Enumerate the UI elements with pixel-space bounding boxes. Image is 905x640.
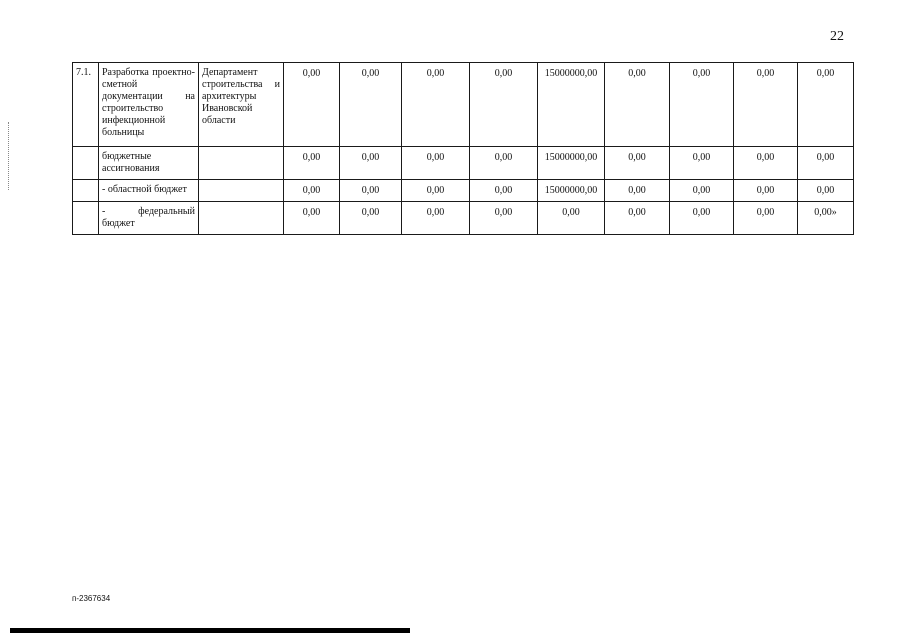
value-cell: 15000000,00	[538, 147, 605, 180]
value-cell: 0,00	[798, 63, 854, 147]
row-number	[73, 202, 99, 235]
value-cell: 0,00	[798, 147, 854, 180]
row-executor: Департамент строительства и архитектуры Ивановской области	[199, 63, 284, 147]
value-cell: 0,00	[605, 202, 670, 235]
value-cell: 0,00	[605, 147, 670, 180]
row-number: 7.1.	[73, 63, 99, 147]
value-cell: 0,00	[470, 202, 538, 235]
row-executor	[199, 147, 284, 180]
value-cell: 0,00	[340, 147, 402, 180]
budget-table	[72, 62, 854, 235]
document-code: п-2367634	[72, 594, 111, 603]
scan-edge-bar	[10, 628, 410, 633]
value-cell: 0,00	[284, 63, 340, 147]
row-name: бюджетные ассигнования	[99, 147, 199, 180]
value-cell: 0,00	[670, 147, 734, 180]
value-cell: 0,00	[734, 202, 798, 235]
value-cell: 0,00	[734, 180, 798, 202]
value-cell: 0,00	[605, 180, 670, 202]
value-cell: 0,00	[470, 147, 538, 180]
value-cell: 0,00	[284, 147, 340, 180]
row-name: Разработка проектно-сметной документации на строительство инфекционной больницы	[99, 63, 199, 147]
row-number	[73, 147, 99, 180]
value-cell: 0,00»	[798, 202, 854, 235]
value-cell: 0,00	[470, 63, 538, 147]
value-cell: 0,00	[340, 180, 402, 202]
row-name: - областной бюджет	[99, 180, 199, 202]
value-cell: 0,00	[538, 202, 605, 235]
value-cell: 0,00	[402, 147, 470, 180]
table-row	[73, 63, 854, 147]
table-row	[73, 202, 854, 235]
value-cell: 0,00	[670, 180, 734, 202]
page-number: 22	[830, 29, 844, 44]
value-cell: 0,00	[798, 180, 854, 202]
value-cell: 0,00	[402, 180, 470, 202]
value-cell: 0,00	[605, 63, 670, 147]
value-cell: 0,00	[284, 180, 340, 202]
value-cell: 15000000,00	[538, 63, 605, 147]
value-cell: 0,00	[734, 147, 798, 180]
value-cell: 0,00	[470, 180, 538, 202]
row-number	[73, 180, 99, 202]
value-cell: 0,00	[340, 63, 402, 147]
value-cell: 0,00	[670, 63, 734, 147]
value-cell: 0,00	[670, 202, 734, 235]
margin-dotted-line	[8, 122, 11, 190]
value-cell: 0,00	[284, 202, 340, 235]
value-cell: 15000000,00	[538, 180, 605, 202]
table-row	[73, 180, 854, 202]
row-name: - федеральный бюджет	[99, 202, 199, 235]
value-cell: 0,00	[340, 202, 402, 235]
row-executor	[199, 202, 284, 235]
value-cell: 0,00	[402, 63, 470, 147]
value-cell: 0,00	[734, 63, 798, 147]
row-executor	[199, 180, 284, 202]
value-cell: 0,00	[402, 202, 470, 235]
table-row	[73, 147, 854, 180]
